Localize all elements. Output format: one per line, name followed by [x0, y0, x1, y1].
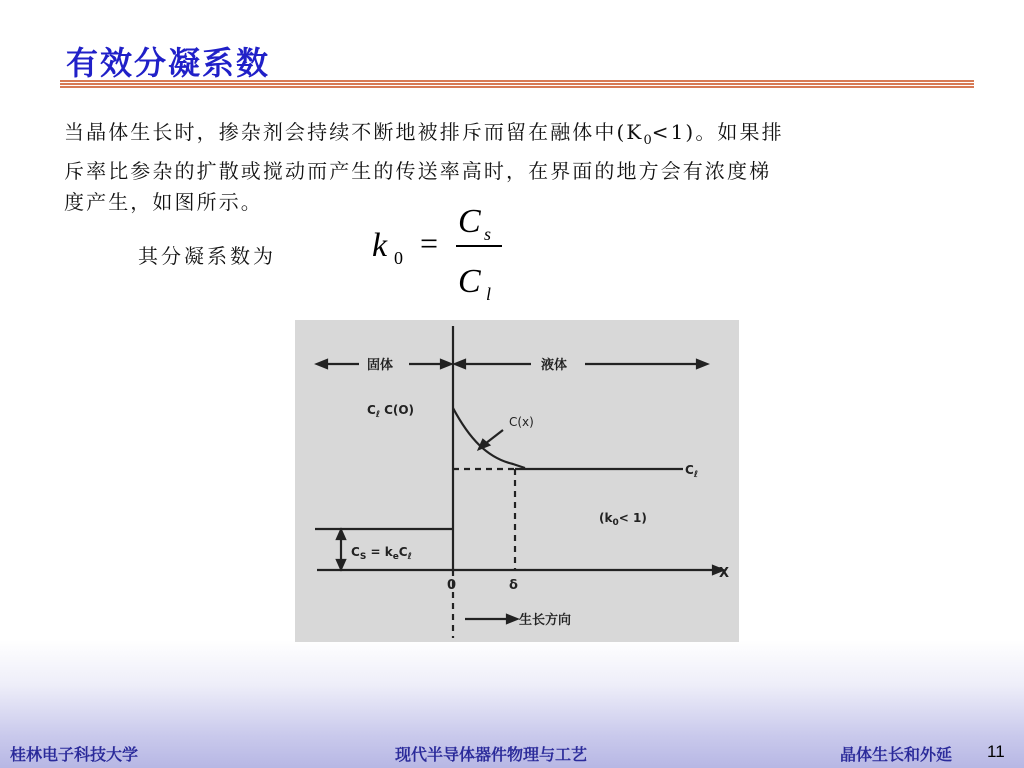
- footer-university: 桂林电子科技大学: [10, 745, 139, 764]
- segregation-coefficient-formula: [370, 200, 520, 306]
- label-growth-direction: 生长方向: [519, 613, 572, 628]
- label-x-axis: X: [719, 566, 730, 581]
- label-k0-condition: $(k_0< 1)$: [599, 511, 647, 528]
- body-k0-subscript: 0: [643, 133, 652, 148]
- label-solid: 固体: [367, 358, 394, 373]
- label-delta: δ: [509, 578, 518, 593]
- formula-denominator: C: [458, 263, 481, 300]
- label-cs-equation: $C_S = k_eC_\ell$: [351, 545, 412, 562]
- label-origin: 0: [447, 578, 457, 593]
- body-line-3: 度产生，如图所示。: [64, 190, 263, 214]
- formula-numerator: C: [458, 203, 481, 240]
- formula-numerator-subscript: s: [484, 224, 492, 244]
- page-number: 11: [987, 742, 1005, 761]
- growth-arrowhead: [507, 615, 517, 623]
- formula-equals: =: [420, 225, 439, 261]
- solid-arrow-right-head: [441, 360, 451, 368]
- footer-chapter: 晶体生长和外延: [840, 745, 953, 764]
- body-line-1-end: <1)。如果排: [651, 120, 784, 144]
- liquid-arrow-left-head: [455, 360, 465, 368]
- formula-label: 其分凝系数为: [138, 244, 276, 268]
- formula-k: k: [372, 227, 388, 264]
- cs-arrow-down-head: [337, 560, 345, 569]
- formula-denominator-subscript: l: [486, 284, 492, 304]
- formula-k-subscript: 0: [394, 248, 403, 268]
- body-line-2: 斥率比参杂的扩散或搅动而产生的传送率高时，在界面的地方会有浓度梯: [64, 159, 772, 183]
- body-line-1: 当晶体生长时，掺杂剂会持续不断地被排斥而留在融体中(K: [64, 120, 644, 144]
- label-cl: $C_\ell$: [685, 463, 699, 480]
- footer-course-title: 现代半导体器件物理与工艺: [395, 745, 588, 764]
- concentration-profile-diagram: [295, 320, 739, 642]
- title-divider: [60, 80, 974, 88]
- solid-arrowhead: [317, 360, 327, 368]
- slide-title: 有效分凝系数: [66, 44, 271, 82]
- label-liquid: 液体: [541, 358, 568, 373]
- cs-arrow-up-head: [337, 530, 345, 539]
- liquid-arrowhead: [697, 360, 707, 368]
- concentration-profile-figure: [295, 320, 739, 642]
- label-cl0: $C_\ell$ C(O): [367, 403, 415, 420]
- label-cx: C(x): [509, 415, 534, 429]
